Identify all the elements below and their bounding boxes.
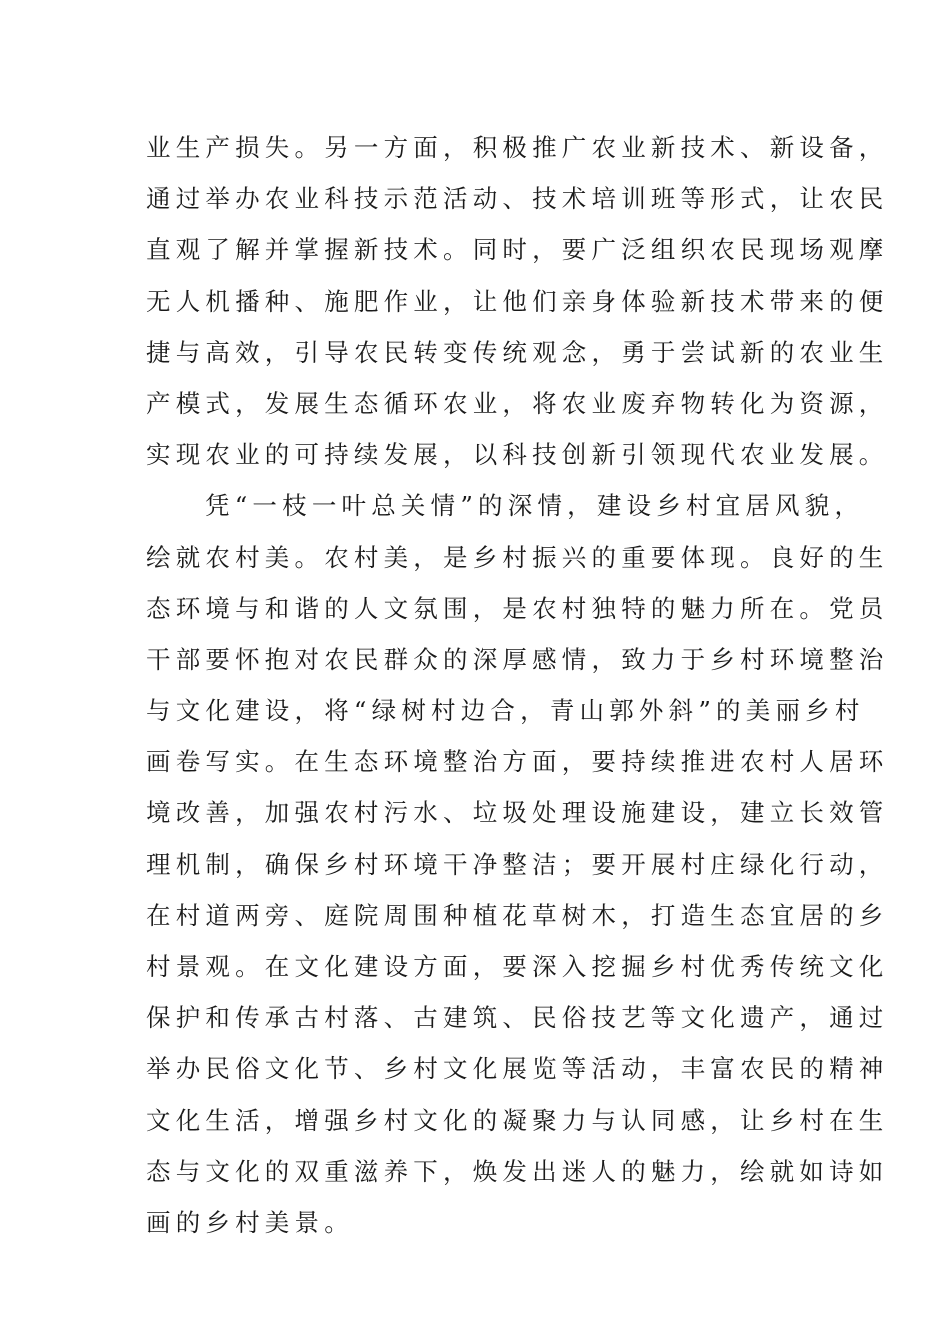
text-line: 绘就农村美。农村美，是乡村振兴的重要体现。良好的生 bbox=[146, 542, 889, 572]
text-line: 无人机播种、施肥作业，让他们亲身体验新技术带来的便 bbox=[146, 286, 889, 316]
paragraph-rural-beauty bbox=[146, 480, 889, 1248]
text-line: 画卷写实。在生态环境整治方面，要持续推进农村人居环 bbox=[146, 747, 889, 777]
text-line: 直观了解并掌握新技术。同时，要广泛组织农民现场观摩 bbox=[146, 235, 889, 265]
text-line: 境改善，加强农村污水、垃圾处理设施建设，建立长效管 bbox=[146, 798, 889, 828]
paragraph-tech-adoption bbox=[146, 122, 889, 480]
text-line: 态环境与和谐的人文氛围，是农村独特的魅力所在。党员 bbox=[146, 593, 889, 623]
text-line: 画的乡村美景。 bbox=[146, 1207, 354, 1237]
text-line: 理机制，确保乡村环境干净整洁；要开展村庄绿化行动， bbox=[146, 849, 889, 879]
text-line: 捷与高效，引导农民转变传统观念，勇于尝试新的农业生 bbox=[146, 337, 889, 367]
text-line: 在村道两旁、庭院周围种植花草树木，打造生态宜居的乡 bbox=[146, 900, 889, 930]
text-line: 干部要怀抱对农民群众的深厚感情，致力于乡村环境整治 bbox=[146, 644, 889, 674]
document-body bbox=[146, 122, 889, 1248]
text-line: 文化生活，增强乡村文化的凝聚力与认同感，让乡村在生 bbox=[146, 1105, 889, 1135]
text-line: 态与文化的双重滋养下，焕发出迷人的魅力，绘就如诗如 bbox=[146, 1156, 889, 1186]
text-line: 保护和传承古村落、古建筑、民俗技艺等文化遗产，通过 bbox=[146, 1003, 889, 1033]
text-line: 通过举办农业科技示范活动、技术培训班等形式，让农民 bbox=[146, 184, 889, 214]
text-line: 凭“一枝一叶总关情”的深情，建设乡村宜居风貌， bbox=[205, 491, 865, 521]
text-line: 村景观。在文化建设方面，要深入挖掘乡村优秀传统文化 bbox=[146, 952, 889, 981]
text-line: 举办民俗文化节、乡村文化展览等活动，丰富农民的精神 bbox=[146, 1054, 889, 1084]
text-line: 业生产损失。另一方面，积极推广农业新技术、新设备， bbox=[146, 133, 889, 162]
text-line: 实现农业的可持续发展，以科技创新引领现代农业发展。 bbox=[146, 440, 889, 470]
text-line: 产模式，发展生态循环农业，将农业废弃物转化为资源， bbox=[146, 388, 889, 418]
text-line: 与文化建设，将“绿树村边合，青山郭外斜”的美丽乡村 bbox=[146, 696, 865, 726]
